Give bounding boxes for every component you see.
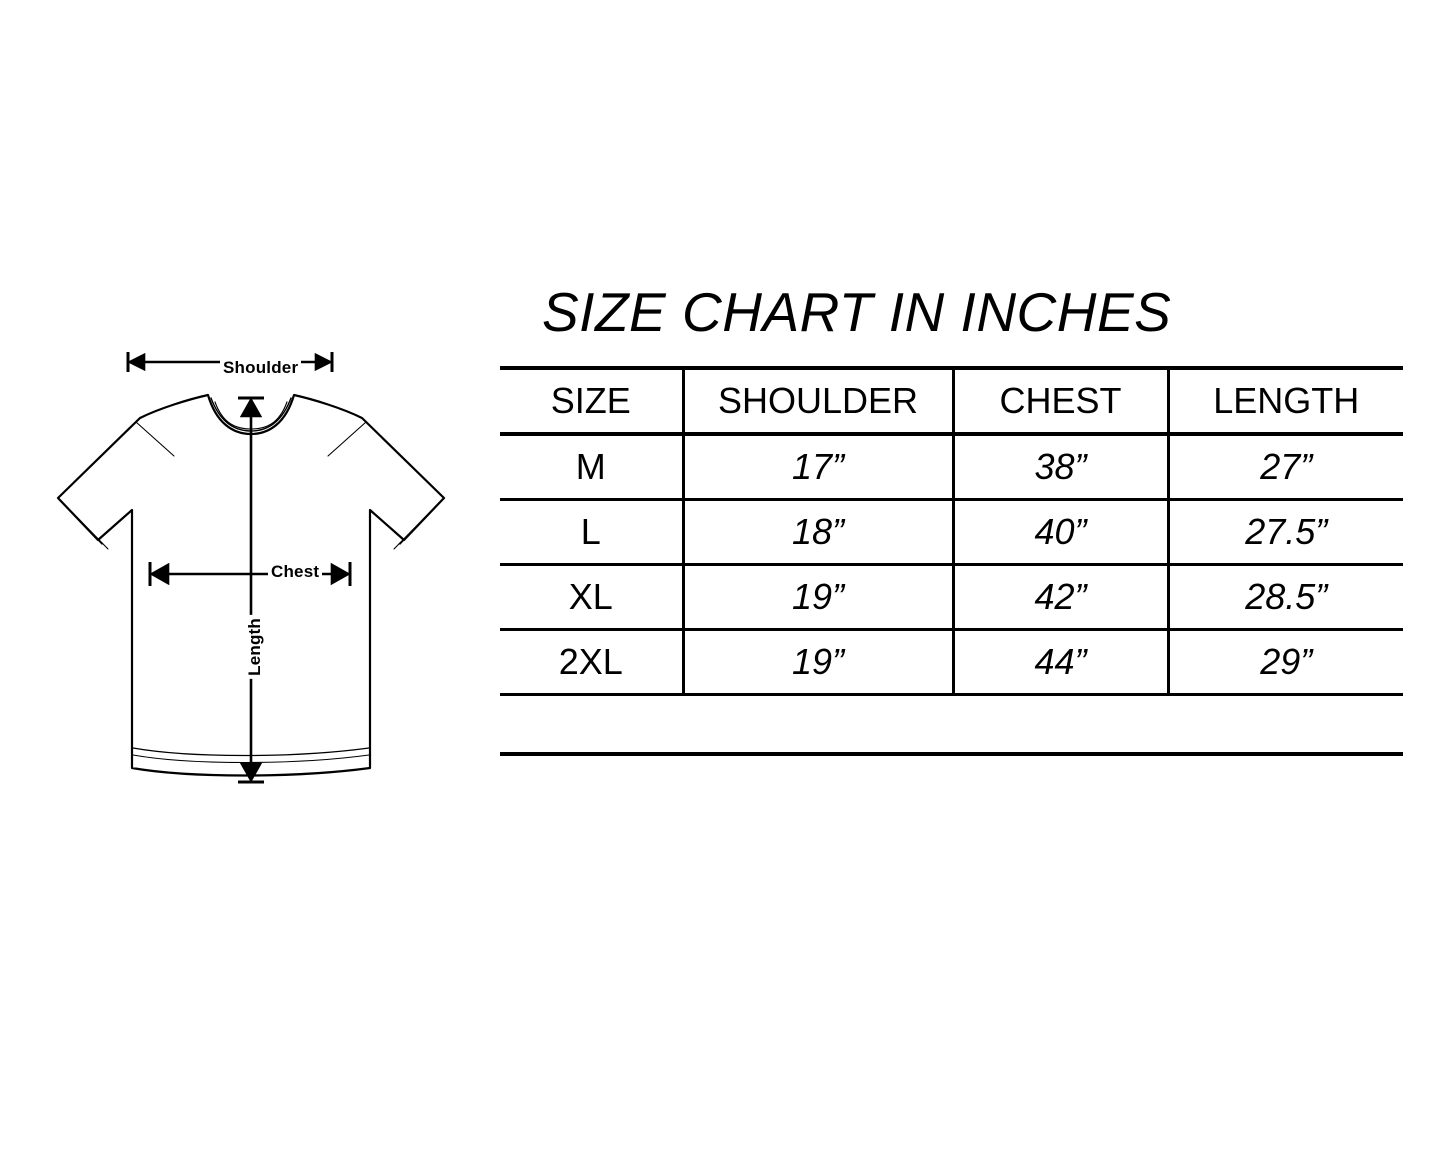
cell-shoulder: 19” bbox=[683, 630, 953, 695]
cell-chest: 40” bbox=[953, 500, 1168, 565]
table-row bbox=[500, 630, 1403, 695]
cell-chest: 38” bbox=[953, 434, 1168, 500]
cell-length: 29” bbox=[1168, 630, 1403, 695]
cell-size: 2XL bbox=[500, 630, 683, 695]
length-dimension-label: Length bbox=[245, 615, 265, 679]
table-row bbox=[500, 434, 1403, 500]
table-header-row bbox=[500, 368, 1403, 434]
column-header-shoulder: SHOULDER bbox=[683, 368, 953, 434]
cell-chest: 44” bbox=[953, 630, 1168, 695]
cell-length: 28.5” bbox=[1168, 565, 1403, 630]
cell-shoulder: 19” bbox=[683, 565, 953, 630]
cell-size: M bbox=[500, 434, 683, 500]
cell-length: 27” bbox=[1168, 434, 1403, 500]
tshirt-outline-svg bbox=[40, 330, 490, 820]
table-bottom-rule bbox=[500, 752, 1403, 756]
shoulder-dimension-label: Shoulder bbox=[220, 358, 301, 378]
table-footer-gap bbox=[500, 696, 1410, 752]
column-header-size: SIZE bbox=[500, 368, 683, 434]
table-row bbox=[500, 500, 1403, 565]
tshirt-measurement-diagram bbox=[40, 330, 490, 820]
chart-title: SIZE CHART IN INCHES bbox=[542, 281, 1172, 343]
chest-dimension-label: Chest bbox=[268, 562, 322, 582]
size-chart-table bbox=[500, 366, 1403, 696]
cell-size: XL bbox=[500, 565, 683, 630]
size-chart bbox=[500, 280, 1410, 756]
cell-size: L bbox=[500, 500, 683, 565]
column-header-length: LENGTH bbox=[1168, 368, 1403, 434]
cell-length: 27.5” bbox=[1168, 500, 1403, 565]
cell-shoulder: 17” bbox=[683, 434, 953, 500]
column-header-chest: CHEST bbox=[953, 368, 1168, 434]
cell-shoulder: 18” bbox=[683, 500, 953, 565]
table-row bbox=[500, 565, 1403, 630]
cell-chest: 42” bbox=[953, 565, 1168, 630]
